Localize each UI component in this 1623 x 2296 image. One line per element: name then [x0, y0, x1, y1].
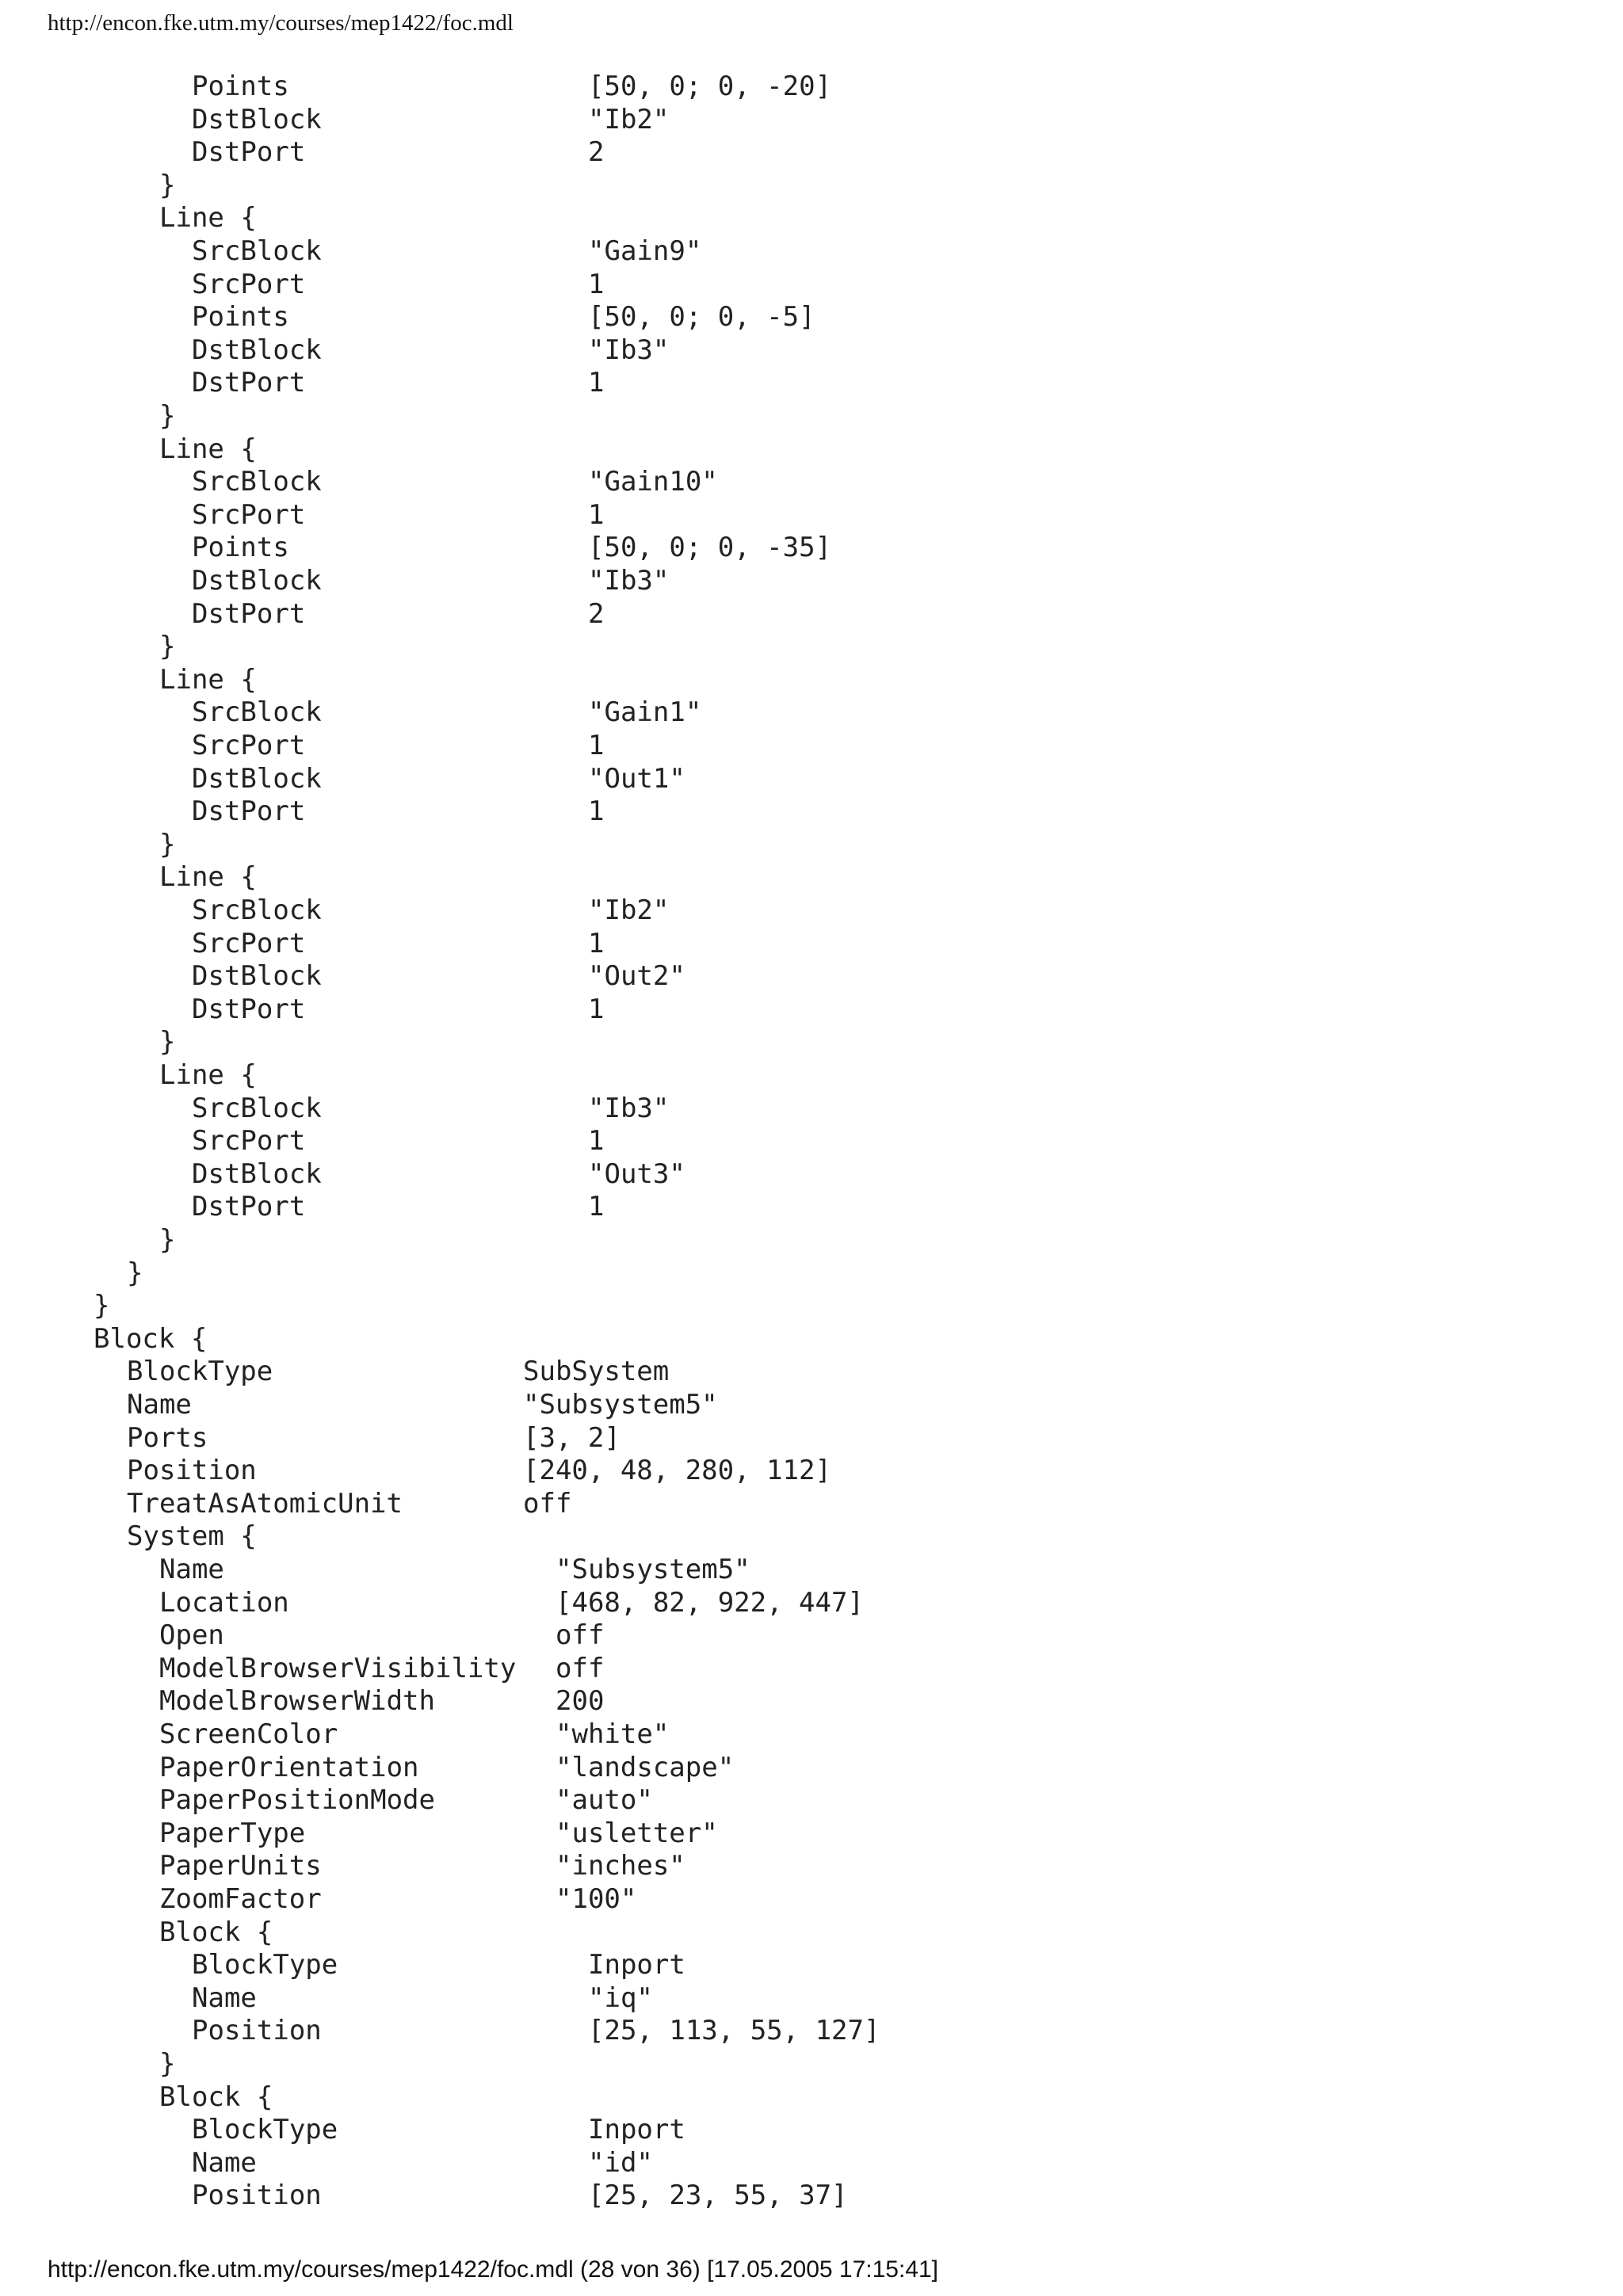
code-key: DstPort — [192, 367, 306, 399]
code-value: 1 — [588, 498, 605, 531]
code-key: Position — [127, 1455, 257, 1487]
code-key: SrcPort — [192, 730, 306, 761]
code-key: Position — [192, 2180, 322, 2212]
code-key: SrcBlock — [192, 696, 322, 729]
code-key: PaperType — [159, 1817, 306, 1849]
code-key: SrcBlock — [192, 235, 322, 267]
code-value: off — [556, 1652, 605, 1684]
code-value: SubSystem — [523, 1356, 670, 1388]
code-key: } — [159, 2048, 176, 2080]
code-key: Location — [159, 1586, 289, 1619]
code-value: "usletter" — [556, 1817, 718, 1849]
code-value: [3, 2] — [523, 1421, 621, 1454]
code-key: Line { — [159, 433, 257, 465]
code-value: off — [556, 1619, 605, 1652]
code-key: Name — [192, 1981, 257, 2014]
code-value: "Out1" — [588, 762, 685, 795]
code-key: DstBlock — [192, 103, 322, 135]
code-value: 200 — [556, 1685, 605, 1718]
code-key: System { — [127, 1520, 257, 1553]
code-key: BlockType — [127, 1356, 273, 1388]
code-key: ZoomFactor — [159, 1883, 322, 1915]
code-key: } — [94, 1290, 110, 1322]
code-key: PaperOrientation — [159, 1751, 419, 1783]
code-key: Block { — [159, 1916, 273, 1948]
code-key: PaperUnits — [159, 1850, 322, 1882]
code-value: 2 — [588, 136, 605, 169]
code-value: "Ib2" — [588, 103, 670, 135]
code-key: SrcPort — [192, 927, 306, 959]
code-value: 1 — [588, 993, 605, 1025]
code-key: SrcBlock — [192, 1092, 322, 1124]
code-value: Inport — [588, 1949, 685, 1981]
code-value: "white" — [556, 1718, 670, 1750]
code-value: [50, 0; 0, -5] — [588, 301, 815, 334]
code-value: 1 — [588, 1191, 605, 1223]
code-key: DstPort — [192, 993, 306, 1025]
code-key: Block { — [159, 2081, 273, 2113]
code-key: Open — [159, 1619, 224, 1652]
code-key: Line { — [159, 663, 257, 696]
code-key: } — [159, 1026, 176, 1058]
code-key: Name — [159, 1554, 224, 1585]
code-key: Name — [192, 2146, 257, 2179]
code-key: Name — [127, 1389, 192, 1421]
code-value: "Gain1" — [588, 696, 702, 729]
code-value: "100" — [556, 1883, 637, 1915]
code-key: Line { — [159, 202, 257, 235]
code-key: } — [159, 169, 176, 201]
code-value: "Ib2" — [588, 894, 670, 926]
code-key: Ports — [127, 1421, 208, 1454]
code-value: "Subsystem5" — [523, 1389, 718, 1421]
code-key: SrcPort — [192, 498, 306, 531]
code-key: SrcBlock — [192, 894, 322, 926]
code-key: ScreenColor — [159, 1718, 338, 1750]
code-value: 1 — [588, 1125, 605, 1158]
code-key: ModelBrowserVisibility — [159, 1652, 517, 1684]
code-value: "Ib3" — [588, 565, 670, 597]
code-key: Points — [192, 532, 289, 564]
code-value: [50, 0; 0, -20] — [588, 71, 832, 102]
code-value: "Ib3" — [588, 334, 670, 366]
code-value: "Ib3" — [588, 1092, 670, 1124]
code-key: } — [159, 400, 176, 432]
code-key: Line { — [159, 1059, 257, 1091]
code-key: SrcPort — [192, 1125, 306, 1158]
code-key: DstPort — [192, 597, 306, 630]
code-value: "Out3" — [588, 1158, 685, 1190]
code-value: "id" — [588, 2146, 653, 2179]
code-key: DstBlock — [192, 960, 322, 993]
code-key: } — [159, 828, 176, 860]
code-value: "inches" — [556, 1850, 685, 1882]
code-value: 1 — [588, 268, 605, 300]
code-value: [50, 0; 0, -35] — [588, 532, 832, 564]
code-value: "auto" — [556, 1784, 653, 1817]
code-key: Block { — [94, 1322, 208, 1355]
code-key: DstBlock — [192, 565, 322, 597]
code-value: "Out2" — [588, 960, 685, 993]
code-value: 1 — [588, 795, 605, 828]
code-key: Position — [192, 2015, 322, 2047]
code-key: PaperPositionMode — [159, 1784, 435, 1817]
footer-text: http://encon.fke.utm.my/courses/mep1422/foc.mdl (28 von 36) [17.05.2005 17:15:41] — [48, 2256, 939, 2283]
code-key: TreatAsAtomicUnit — [127, 1487, 403, 1520]
code-key: SrcBlock — [192, 466, 322, 498]
code-key: DstPort — [192, 795, 306, 828]
code-value: "Gain9" — [588, 235, 702, 267]
code-key: } — [127, 1257, 143, 1289]
code-value: Inport — [588, 2114, 685, 2146]
code-value: "iq" — [588, 1981, 653, 2014]
code-value: [240, 48, 280, 112] — [523, 1455, 831, 1487]
code-value: 1 — [588, 730, 605, 761]
code-value: 1 — [588, 367, 605, 399]
code-value: "landscape" — [556, 1751, 735, 1783]
code-key: } — [159, 631, 176, 663]
code-value: 2 — [588, 597, 605, 630]
code-value: "Subsystem5" — [556, 1554, 750, 1585]
code-key: Points — [192, 301, 289, 334]
header-url: http://encon.fke.utm.my/courses/mep1422/foc.mdl — [48, 10, 514, 36]
code-value: off — [523, 1487, 572, 1520]
code-value: [25, 113, 55, 127] — [588, 2015, 880, 2047]
code-key: DstBlock — [192, 334, 322, 366]
code-value: 1 — [588, 927, 605, 959]
code-key: Points — [192, 71, 289, 102]
code-key: DstBlock — [192, 762, 322, 795]
code-value: [25, 23, 55, 37] — [588, 2180, 848, 2212]
code-key: DstPort — [192, 136, 306, 169]
code-value: [468, 82, 922, 447] — [556, 1586, 864, 1619]
code-key: DstBlock — [192, 1158, 322, 1190]
code-key: DstPort — [192, 1191, 306, 1223]
code-key: } — [159, 1224, 176, 1256]
code-key: BlockType — [192, 2114, 338, 2146]
code-key: SrcPort — [192, 268, 306, 300]
code-key: ModelBrowserWidth — [159, 1685, 435, 1718]
code-value: "Gain10" — [588, 466, 718, 498]
code-key: Line { — [159, 861, 257, 894]
code-key: BlockType — [192, 1949, 338, 1981]
